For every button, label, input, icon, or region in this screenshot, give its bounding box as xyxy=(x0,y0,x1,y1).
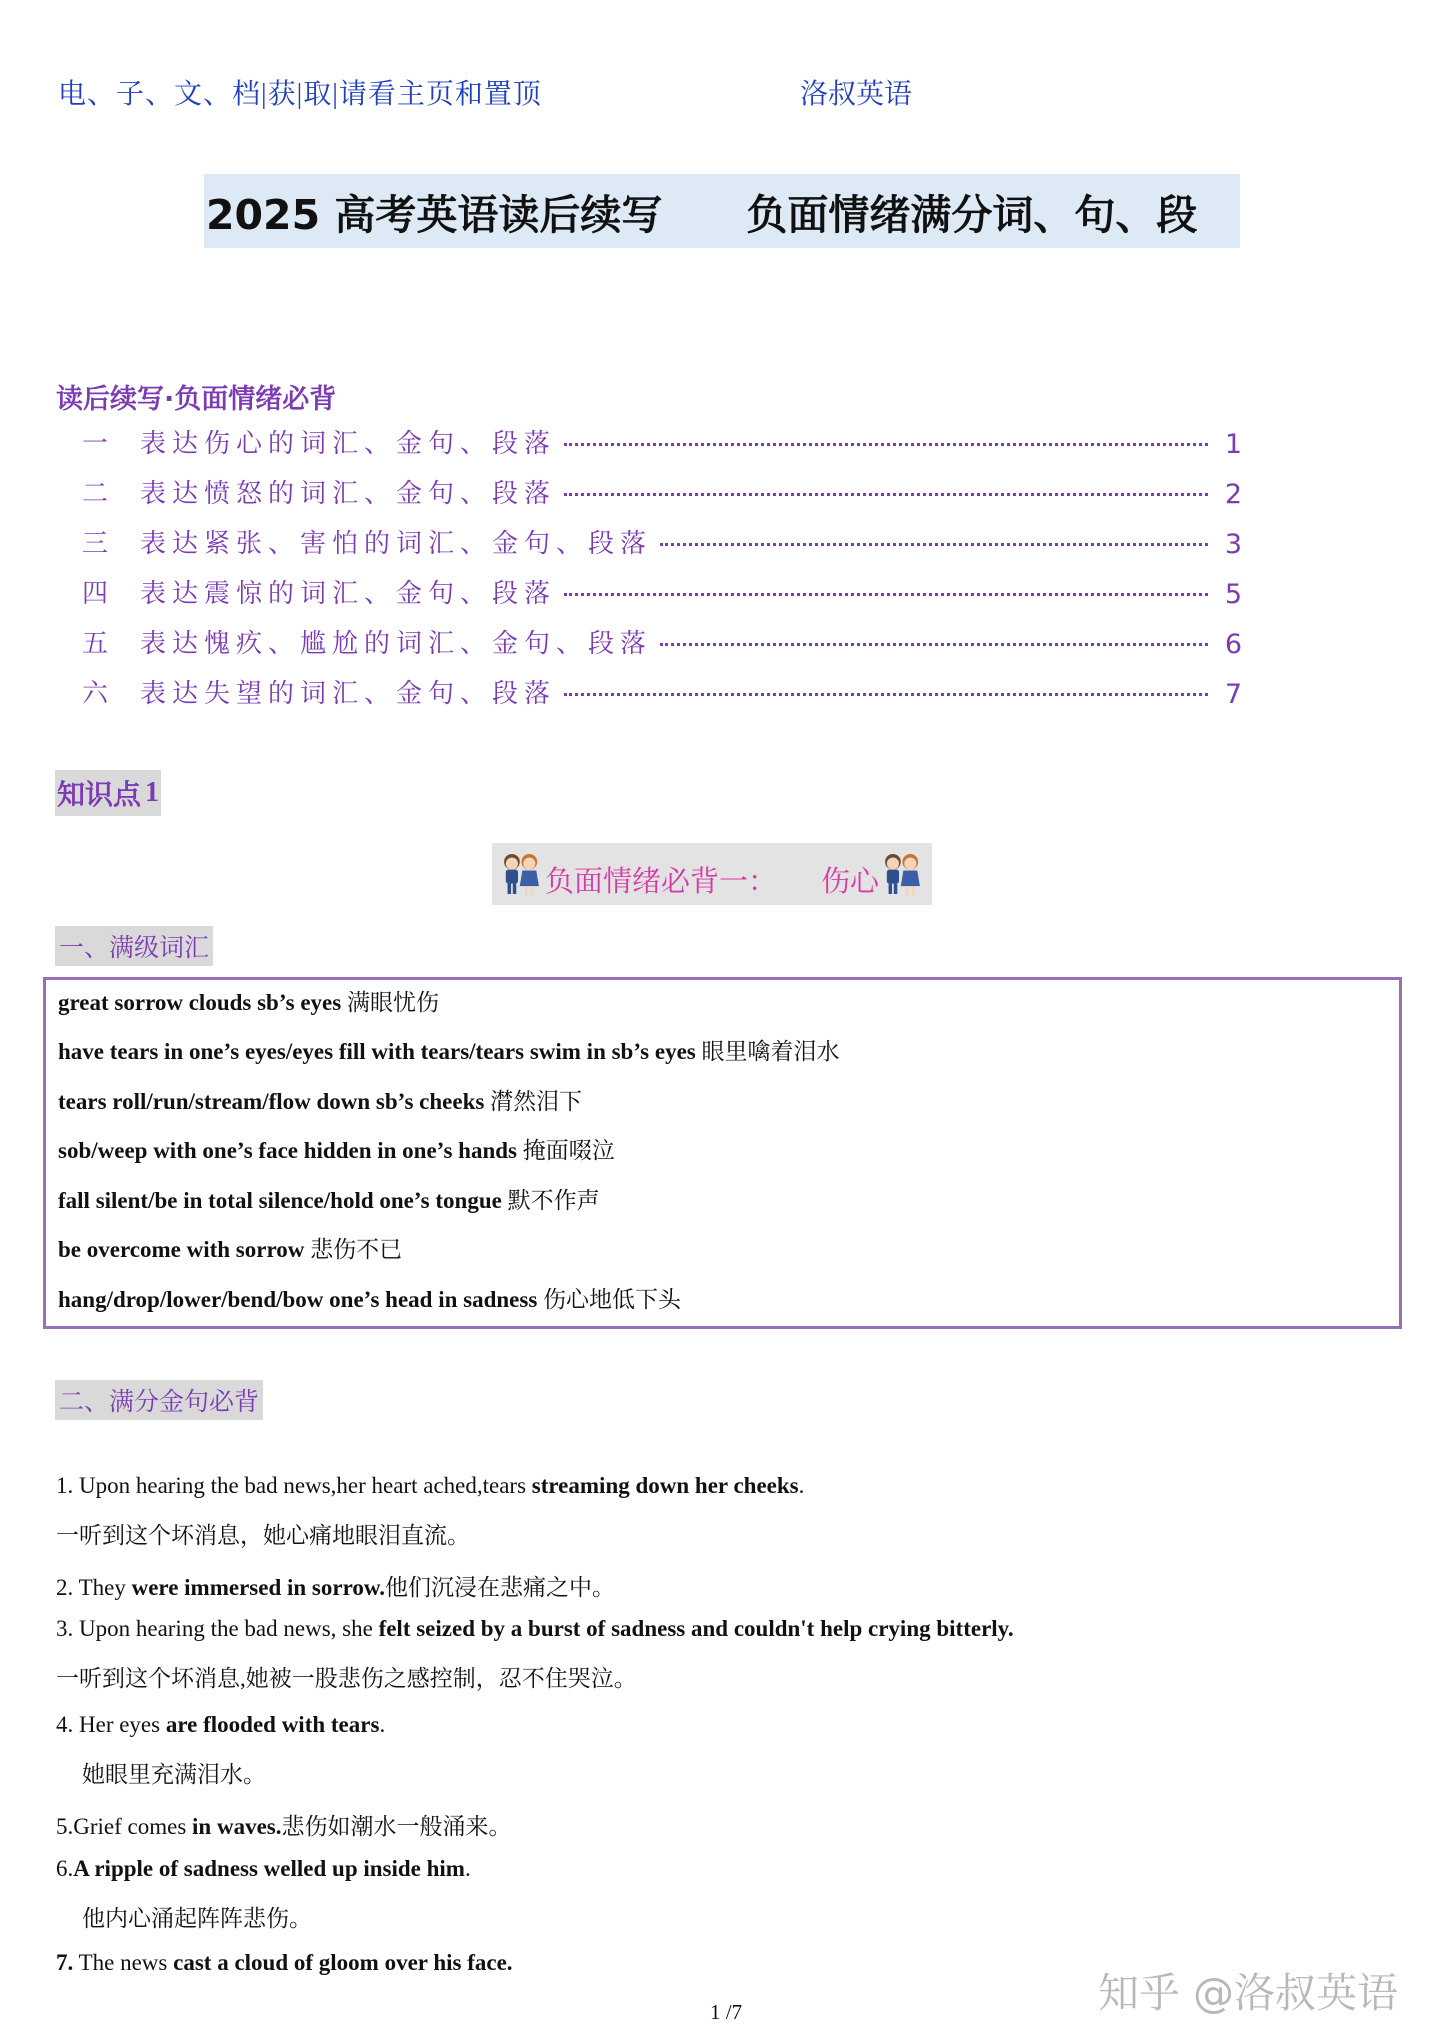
sentence-text: 4. Her eyes xyxy=(56,1712,166,1737)
sentence-6-translation: 他内心涌起阵阵悲伤。 xyxy=(82,1906,312,1931)
toc-leader-dots xyxy=(564,593,1208,596)
sentence-1 xyxy=(56,1473,804,1499)
sentence-text: 2. They xyxy=(56,1575,132,1600)
sentence-text: 3. Upon hearing the bad news, she xyxy=(56,1616,379,1641)
banner-subtitle: 伤心 xyxy=(821,865,880,898)
toc-item-page: 5 xyxy=(1224,579,1242,610)
page-title xyxy=(204,174,1240,248)
banner-title xyxy=(545,859,879,900)
banner-text: 负面情绪必背一： xyxy=(544,865,777,898)
sentence-7 xyxy=(56,1950,513,1976)
toc-item-label: 表达紧张、害怕的词汇、金句、段落 xyxy=(140,529,653,558)
toc-item-label: 表达愤怒的词汇、金句、段落 xyxy=(140,479,557,508)
vocab-item xyxy=(58,1281,681,1314)
title-part1: 2025 高考英语读后续写 xyxy=(206,190,663,239)
vocab-cn: 悲伤不已 xyxy=(310,1237,403,1262)
sentence-text: The news xyxy=(73,1950,174,1975)
toc-leader-dots xyxy=(564,693,1208,696)
header-left-text: 电、子、文、档|获|取|请看主页和置顶 xyxy=(58,79,542,110)
vocab-cn: 掩面啜泣 xyxy=(522,1138,615,1163)
sentence-4 xyxy=(56,1712,385,1738)
toc-heading: 读后续写·负面情绪必背 xyxy=(56,384,337,415)
toc-item[interactable] xyxy=(82,620,1242,660)
sentence-bold: cast a cloud of gloom over his face. xyxy=(173,1950,513,1975)
sentence-translation: 悲伤如潮水一般涌来。 xyxy=(281,1814,512,1839)
vocab-cn: 默不作声 xyxy=(507,1188,600,1213)
kids-illustration-icon xyxy=(498,846,545,902)
sentence-bold: 7. xyxy=(56,1950,74,1975)
vocab-item xyxy=(58,1182,600,1215)
sentence-5 xyxy=(56,1808,512,1841)
sentence-6 xyxy=(56,1856,471,1882)
toc-item-num: 六 xyxy=(82,679,109,708)
toc-leader-dots xyxy=(660,543,1208,546)
watermark: 知乎 @洛叔英语 xyxy=(1098,1969,1399,2017)
sentence-bold: A ripple of sadness welled up inside him xyxy=(73,1856,465,1881)
vocab-item xyxy=(58,984,439,1017)
toc-item-num: 五 xyxy=(82,629,109,658)
toc-item-label: 表达震惊的词汇、金句、段落 xyxy=(140,579,557,608)
sentence-bold: streaming down her cheeks xyxy=(531,1473,799,1498)
toc-item-page: 2 xyxy=(1224,479,1242,510)
sentence-1-translation: 一听到这个坏消息，她心痛地眼泪直流。 xyxy=(56,1523,470,1548)
vocab-en: fall silent/be in total silence/hold one’s tongue xyxy=(58,1188,502,1213)
kids-illustration-icon xyxy=(879,846,926,902)
vocab-item xyxy=(58,1132,615,1165)
header-author: 洛叔英语 xyxy=(800,79,913,110)
toc-item[interactable] xyxy=(82,570,1242,610)
sentence-bold: in waves. xyxy=(192,1814,282,1839)
sentence-text: . xyxy=(798,1473,805,1498)
vocab-item xyxy=(58,1033,839,1066)
sentence-3 xyxy=(56,1616,1014,1642)
toc-item-num: 四 xyxy=(82,579,109,608)
vocab-en: tears roll/run/stream/flow down sb’s cheeks xyxy=(58,1089,485,1114)
toc-item-num: 二 xyxy=(82,479,109,508)
title-part2: 负面情绪满分词、句、段 xyxy=(746,190,1198,239)
vocab-cn: 伤心地低下头 xyxy=(543,1287,682,1312)
vocab-en: have tears in one’s eyes/eyes fill with tears/tears swim in sb’s eyes xyxy=(58,1039,696,1064)
vocab-cn: 眼里噙着泪水 xyxy=(701,1039,840,1064)
section-heading-vocab: 一、满级词汇 xyxy=(55,926,213,966)
sentence-text: . xyxy=(379,1712,386,1737)
vocab-box xyxy=(43,977,1402,1329)
vocab-en: great sorrow clouds sb’s eyes xyxy=(58,990,342,1015)
toc-item-num: 一 xyxy=(82,429,109,458)
toc-item-page: 6 xyxy=(1224,629,1242,660)
vocab-cn: 潸然泪下 xyxy=(490,1089,583,1114)
sentence-bold: are flooded with tears xyxy=(165,1712,380,1737)
knowledge-point-num: 1 xyxy=(145,777,160,808)
toc-item-num: 三 xyxy=(82,529,109,558)
vocab-en: be overcome with sorrow xyxy=(58,1237,305,1262)
toc-item[interactable] xyxy=(82,470,1242,510)
vocab-en: hang/drop/lower/bend/bow one’s head in sadness xyxy=(58,1287,538,1312)
toc-leader-dots xyxy=(564,443,1208,446)
vocab-item xyxy=(58,1231,402,1264)
toc-item-label: 表达失望的词汇、金句、段落 xyxy=(140,679,557,708)
sentence-text: . xyxy=(464,1856,471,1881)
toc-item-label: 表达愧疚、尴尬的词汇、金句、段落 xyxy=(140,629,653,658)
toc-item[interactable] xyxy=(82,420,1242,460)
section-heading-sentences: 二、满分金句必背 xyxy=(55,1380,263,1420)
knowledge-point-text: 知识点 xyxy=(57,778,142,811)
toc-leader-dots xyxy=(564,493,1208,496)
toc-item-page: 7 xyxy=(1224,679,1242,710)
sentence-text: 5.Grief comes xyxy=(56,1814,193,1839)
knowledge-point-label xyxy=(55,770,161,816)
sentence-translation: 他们沉浸在悲痛之中。 xyxy=(384,1575,615,1600)
vocab-en: sob/weep with one’s face hidden in one’s hands xyxy=(58,1138,518,1163)
toc-item[interactable] xyxy=(82,520,1242,560)
sentence-text: 6. xyxy=(56,1856,74,1881)
toc-item-page: 3 xyxy=(1224,529,1242,560)
sentence-bold: were immersed in sorrow. xyxy=(131,1575,385,1600)
sentence-bold: felt seized by a burst of sadness and couldn't help crying bitterly. xyxy=(378,1616,1014,1641)
toc-leader-dots xyxy=(660,643,1208,646)
topic-banner xyxy=(492,843,932,905)
toc-item-label: 表达伤心的词汇、金句、段落 xyxy=(140,429,557,458)
sentence-4-translation: 她眼里充满泪水。 xyxy=(82,1762,266,1787)
toc-item-page: 1 xyxy=(1224,429,1242,460)
page-number: 1 /7 xyxy=(710,2000,743,2024)
sentence-text: 1. Upon hearing the bad news,her heart ached,tears xyxy=(56,1473,532,1498)
sentence-2 xyxy=(56,1569,615,1602)
vocab-cn: 满眼忧伤 xyxy=(346,990,439,1015)
sentence-3-translation: 一听到这个坏消息,她被一股悲伤之感控制，忍不住哭泣。 xyxy=(56,1666,637,1691)
toc-item[interactable] xyxy=(82,670,1242,710)
vocab-item xyxy=(58,1083,582,1116)
